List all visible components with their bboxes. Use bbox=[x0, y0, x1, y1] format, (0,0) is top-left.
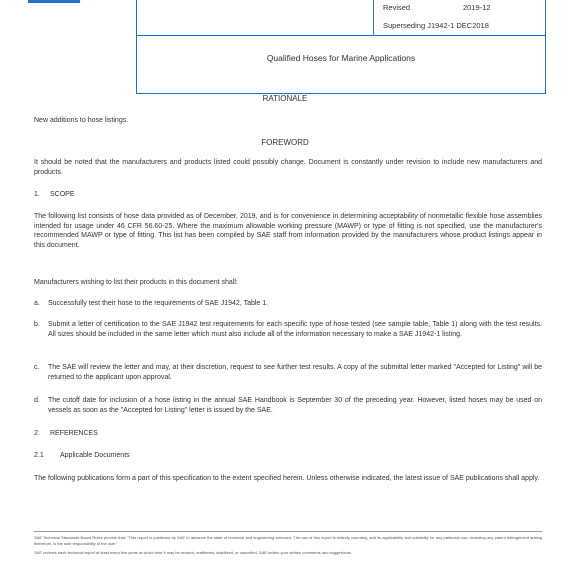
header-divider-vertical bbox=[373, 0, 374, 35]
scope-list-item-c bbox=[34, 363, 542, 382]
references-number: 2. bbox=[34, 430, 40, 437]
list-marker: a. bbox=[34, 300, 40, 307]
rationale-text: New additions to hose listings. bbox=[34, 117, 129, 124]
foreword-text: It should be noted that the manufacturers and products listed could possibly change. Document is constantly under revision to include new manufacturers and products. bbox=[34, 159, 542, 176]
scope-heading bbox=[34, 191, 75, 198]
scope-list-item-d bbox=[34, 396, 542, 415]
list-marker: c. bbox=[34, 364, 40, 371]
applicable-documents-title: Applicable Documents bbox=[60, 452, 130, 459]
list-marker: b. bbox=[34, 321, 40, 328]
list-item-text: The SAE will review the letter and may, at their discretion, request to see further test results. A copy of the submittal letter marked "Accepted for Listing" will be returned to the applicant upon approval. bbox=[48, 364, 542, 381]
document-header-box bbox=[136, 0, 546, 94]
foreword-heading: FOREWORD bbox=[261, 138, 309, 147]
list-item-text: Successfully test their hose to the requirements of SAE J1942, Table 1. bbox=[48, 300, 269, 307]
scope-paragraph-2: Manufacturers wishing to list their products in this document shall: bbox=[34, 279, 238, 286]
footer-divider bbox=[34, 531, 542, 532]
document-title: Qualified Hoses for Marine Applications bbox=[266, 53, 416, 63]
scope-title: SCOPE bbox=[50, 191, 75, 198]
scope-paragraph-1: The following list consists of hose data provided as of December, 2019, and is for convenience in determining acceptability of nonmetallic flexible hose assemblies intended for usage under 46 CFR 56.60-25. Where the maximum allowable working pressure (MAWP) or type of fitting is not specified, use the manufacturer's recommended MAWP or type of fitting. This list has been compiled by SAE staff from information provided by the manufacturers whose product listings appear in this document. bbox=[34, 213, 542, 249]
revised-label: Revised bbox=[383, 3, 411, 12]
applicable-documents-heading bbox=[34, 452, 130, 459]
references-title: REFERENCES bbox=[50, 430, 98, 437]
scope-list-item-a bbox=[34, 299, 542, 309]
superseding-text: Superseding J1942-1 DEC2018 bbox=[383, 21, 489, 30]
footer-disclaimer: SAE Technical Standards Board Rules provide that: "This report is published by SAE to advance the state of technical and engineering sciences. The use of this report is entirely voluntary, and its applicability and suitability for any particular use, including any patent infringement arising therefrom, is the sole responsibility of the user." bbox=[34, 535, 542, 546]
list-marker: d. bbox=[34, 397, 40, 404]
list-item-text: Submit a letter of certification to the SAE J1942 test requirements for each specific type of hose tested (see sample table, Table 1) along with the test results. All sizes should be included in the same letter which must also include all of the information necessary to make a SAE J1942-1 listing. bbox=[48, 321, 542, 338]
references-heading bbox=[34, 430, 98, 437]
footer-review-note: SAE reviews each technical report at least every five years at which time it may be revised, reaffirmed, stabilized, or cancelled. SAE invites your written comments and suggestions. bbox=[34, 550, 353, 555]
sae-logo-fragment bbox=[28, 0, 80, 3]
scope-list-item-b bbox=[34, 320, 542, 339]
header-divider-horizontal bbox=[137, 35, 545, 36]
revised-date: 2019-12 bbox=[463, 3, 491, 12]
rationale-heading: RATIONALE bbox=[262, 94, 308, 103]
scope-number: 1. bbox=[34, 191, 40, 198]
references-text: The following publications form a part of this specification to the extent specified herein. Unless otherwise indicated, the latest issue of SAE publications shall apply. bbox=[34, 475, 540, 482]
applicable-documents-number: 2.1 bbox=[34, 452, 44, 459]
list-item-text: The cutoff date for inclusion of a hose listing in the annual SAE Handbook is September 30 of the preceding year. However, listed hoses may be used on vessels as soon as the "Accepted for Listing" letter is issued by the SAE. bbox=[48, 397, 542, 414]
